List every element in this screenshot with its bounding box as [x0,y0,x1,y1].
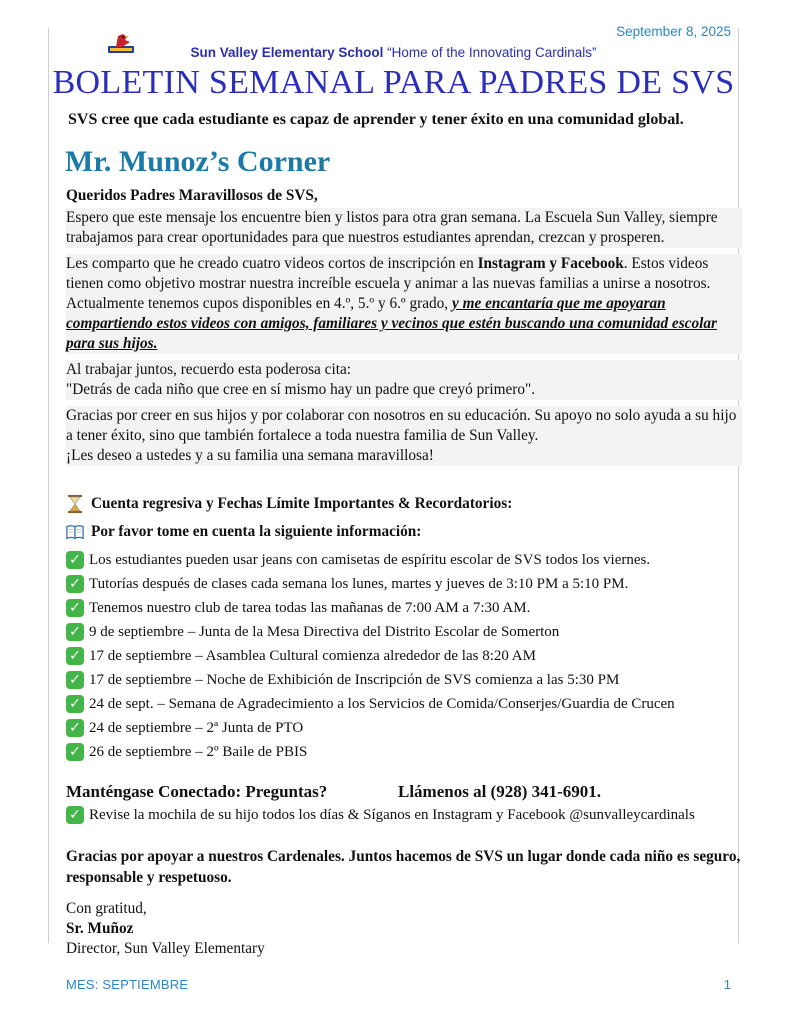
signer-name: Sr. Muñoz [66,920,134,937]
belief-statement: SVS cree que cada estudiante es capaz de aprender y tener éxito en una comunidad global. [68,111,684,128]
footer-month: MES: SEPTIEMBRE [66,977,189,992]
list-item: ✓ 24 de sept. – Semana de Agradecimiento a los Servicios de Comida/Conserjes/Guardia de Crucen [66,692,675,716]
connect-row [66,782,602,802]
list-item: ✓ 17 de septiembre – Asamblea Cultural comienza alrededor de las 8:20 AM [66,644,675,668]
quote-text: "Detrás de cada niño que cree en sí mismo hay un padre que creyó primero". [66,381,536,398]
paragraph-4 [66,406,742,466]
countdown-heading: Cuenta regresiva y Fechas Límite Importantes & Recordatorios: [91,495,513,512]
follow-text: Revise la mochila de su hijo todos los días & Síganos en Instagram y Facebook @sunvalleycardinals [89,806,695,823]
corner-letter [66,186,742,472]
paragraph-2-text-b: . Estos videos tienen como objetivo mostrar nuestra increíble escuela y animar a las nuevas familias a unirse a nosotros. Actualmente tenemos cupos disponibles en 4.º, 5.º y 6.º grado, [66,255,711,312]
list-item: ✓ Los estudiantes pueden usar jeans con camisetas de espíritu escolar de SVS todos los viernes. [66,548,675,572]
greeting: Queridos Padres Maravillosos de SVS, [66,187,318,204]
connect-label: Manténgase Conectado: Preguntas? [66,782,328,801]
paragraph-2-text-a: Les comparto que he creado cuatro videos cortos de inscripción en [66,255,478,272]
quote-intro: Al trabajar juntos, recuerdo esta poderosa cita: [66,361,352,378]
newsletter-title: BOLETIN SEMANAL PARA PADRES DE SVS [52,64,735,101]
checkmark-icon: ✓ [66,599,84,617]
checkmark-icon: ✓ [66,551,84,569]
info-note: Por favor tome en cuenta la siguiente información: [91,523,422,540]
school-name: Sun Valley Elementary School [190,45,384,60]
corner-heading: Mr. Munoz’s Corner [65,145,331,178]
page-number: 1 [723,977,731,992]
paragraph-2-platforms: Instagram y Facebook [477,255,624,272]
signer-role: Director, Sun Valley Elementary [66,940,265,957]
school-header-line [0,45,787,60]
paragraph-3 [66,360,742,400]
checkmark-icon: ✓ [66,575,84,593]
checkmark-icon: ✓ [66,743,84,761]
closing-thanks: Gracias por apoyar a nuestros Cardenales. Juntos hacemos de SVS un lugar donde cada niño es seguro, responsable y respetuoso. [66,848,741,886]
checkmark-icon: ✓ [66,719,84,737]
school-motto: “Home of the Innovating Cardinals” [387,45,597,60]
paragraph-2 [66,254,742,354]
paragraph-4-text: Gracias por creer en sus hijos y por colaborar con nosotros en su educación. Su apoyo no solo ayuda a su hijo a tener éxito, sino que también fortalece a toda nuestra familia de Sun Valley. [66,407,737,444]
hourglass-icon [66,495,84,513]
checkmark-icon: ✓ [66,623,84,641]
list-item: ✓ 17 de septiembre – Noche de Exhibición de Inscripción de SVS comienza a las 5:30 PM [66,668,675,692]
follow-row [66,806,695,824]
reminders-list [66,548,675,764]
list-item: ✓ Tenemos nuestro club de tarea todas las mañanas de 7:00 AM a 7:30 AM. [66,596,675,620]
info-note-row [66,523,421,541]
checkmark-icon: ✓ [66,647,84,665]
list-item: ✓ 24 de septiembre – 2ª Junta de PTO [66,716,675,740]
countdown-heading-row [66,495,512,513]
signoff: Con gratitud, [66,900,147,917]
list-item: ✓ Tutorías después de clases cada semana los lunes, martes y jueves de 3:10 PM a 5:10 PM. [66,572,675,596]
signature-block [66,899,265,959]
list-item: ✓ 26 de septiembre – 2º Baile de PBIS [66,740,675,764]
paragraph-2-emphasis: y me encantaría que me apoyaran compartiendo estos videos con amigos, familiares y vecinos que estén buscando una comunidad escolar para sus hijos. [66,295,717,352]
checkmark-icon: ✓ [66,695,84,713]
checkmark-icon: ✓ [66,671,84,689]
phone-number[interactable]: Llámenos al (928) 341-6901. [398,782,602,801]
newsletter-date: September 8, 2025 [616,24,731,39]
page-rule-right [738,28,739,943]
book-icon [66,523,84,541]
list-item: ✓ 9 de septiembre – Junta de la Mesa Directiva del Distrito Escolar de Somerton [66,620,675,644]
page-rule-left [48,28,49,943]
paragraph-1: Espero que este mensaje los encuentre bien y listos para otra gran semana. La Escuela Sun Valley, siempre trabajamos para crear oportunidades para que nuestros estudiantes aprendan, crezcan y prosperen. [66,208,742,248]
checkmark-icon: ✓ [66,806,84,824]
paragraph-4-wish: ¡Les deseo a ustedes y a su familia una semana maravillosa! [66,447,434,464]
